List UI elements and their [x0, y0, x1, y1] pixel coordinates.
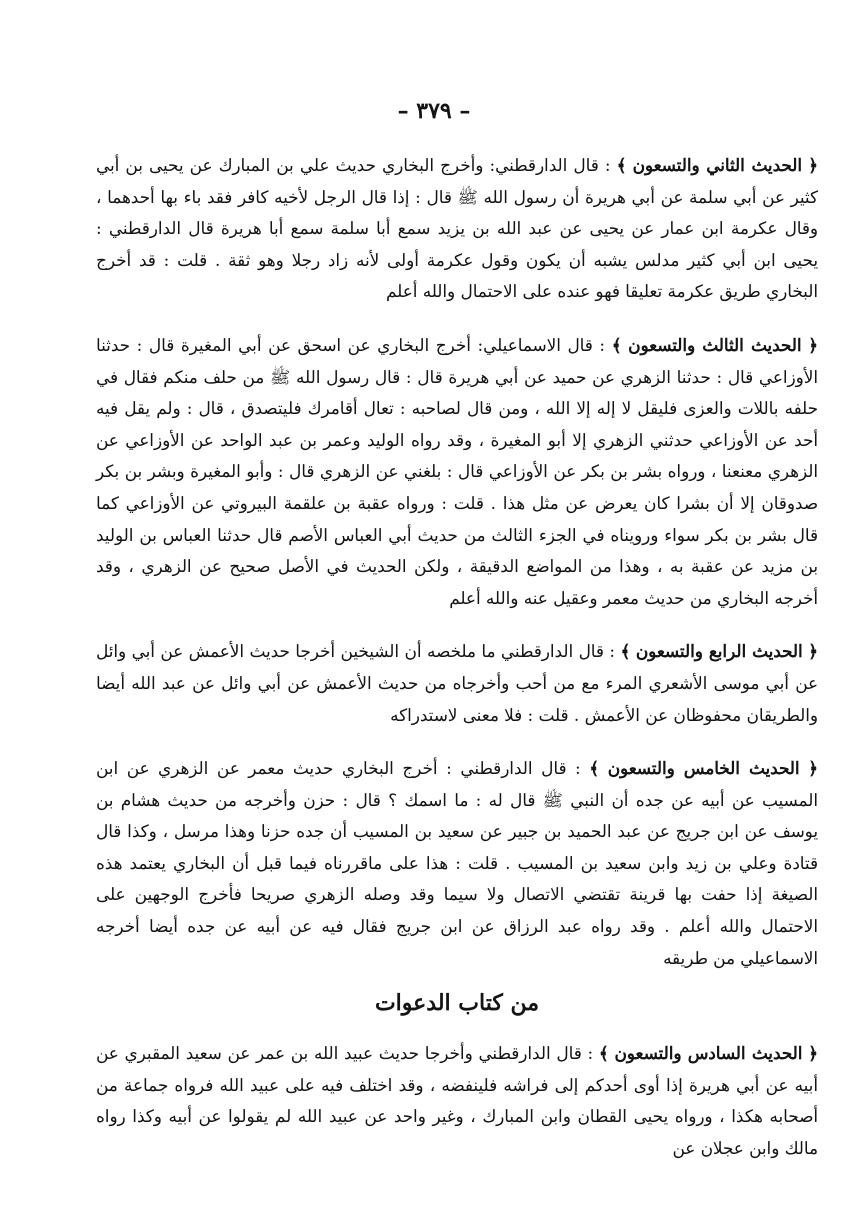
hadith-heading: الحديث الرابع والتسعون [635, 641, 803, 662]
hadith-paragraph-94 [96, 636, 818, 731]
close-bracket: ﴾ [598, 1043, 609, 1064]
hadith-paragraph-92 [96, 150, 818, 308]
section-title: من كتاب الدعوات [374, 990, 540, 1017]
close-bracket: ﴾ [616, 155, 627, 175]
open-bracket: ﴿ [808, 1043, 818, 1064]
close-bracket: ﴾ [620, 641, 631, 662]
hadith-body: : قال الدارقطني ما ملخصه أن الشيخين أخرجا حديث الأعمش عن أبي وائل عن أبي موسى الأشعري المرء مع من أحب وأخرجاه من حديث الأعمش عن أبي وائل عن عبد الله أيضا والطريقان محفوظان عن الأعمش . قلت : فلا معنى لاستدراكه [96, 641, 818, 725]
hadith-body: : قال الدارقطني وأخرجا حديث عبيد الله بن عمر عن سعيد المقبري عن أبيه عن أبي هريرة إذا أوى أحدكم إلى فراشه فلينفضه ، وقد اختلف فيه على عبيد الله فرواه جماعة من أصحابه هكذا ، ورواه يحيى القطان وابن المبارك ، وغير واحد عن عبيد الله لم يقولوا عن أبيه وكذا رواه مالك وابن عجلان عن [96, 1043, 818, 1159]
open-bracket: ﴿ [808, 758, 819, 779]
open-bracket: ﴿ [808, 155, 818, 175]
close-bracket: ﴾ [611, 334, 622, 355]
hadith-body: : قال الدارقطني : أخرج البخاري حديث معمر عن الزهري عن ابن المسيب عن أبيه عن جده أن النبي ﷺ قال له : ما اسمك ؟ قال : حزن وأخرجه من حديث هشام بن يوسف عن ابن جريج عن عبد الحميد بن جبير عن سعيد بن المسيب أن جده حزنا وهذا مرسل ، وكذا قال قتادة وعلي بن زيد وابن سعيد بن المسيب . قلت : هذا على ماقررناه فيما قبل أن البخاري يعتمد هذه الصيغة إذا حفت بها قرينة تقتضي الاتصال ولا سيما وقد وصله الزهري صريحا فأخرج الوجهين على الاحتمال والله أعلم . وقد رواه عبد الرزاق عن ابن جريج فقال فيه عن أبيه عن جده أيضا أخرجه الاسماعيلي من طريقه [96, 758, 818, 968]
open-bracket: ﴿ [808, 334, 818, 355]
hadith-heading: الحديث الثالث والتسعون [628, 334, 802, 355]
page-content [96, 150, 818, 1187]
hadith-heading: الحديث الخامس والتسعون [607, 758, 800, 779]
hadith-heading: الحديث السادس والتسعون [614, 1043, 803, 1064]
close-bracket: ﴾ [589, 758, 600, 779]
hadith-body: : قال الاسماعيلي: أخرج البخاري عن اسحق عن أبي المغيرة قال : حدثنا الأوزاعي قال : حدثنا الزهري عن حميد عن أبي هريرة قال : قال رسول الله ﷺ من حلف منكم فقال في حلفه باللات والعزى فليقل لا إله إلا الله ، ومن قال لصاحبه : تعال أقامرك فليتصدق ، قال : ولم يقل فيه أحد عن الأوزاعي حدثني الزهري إلا أبو المغيرة ، وقد رواه الوليد وعمر بن عبد الواحد عن الأوزاعي عن الزهري معنعنا ، ورواه بشر بن بكر عن الأوزاعي قال : بلغني عن الزهري قال : وأبو المغيرة وبشر بن بكر صدوقان إلا أن بشرا كان يعرض عن مثل هذا . قلت : ورواه عقبة بن علقمة البيروتي عن الأوزاعي كما قال بشر بن بكر سواء ورويناه في الجزء الثالث من حديث أبي العباس الأصم قال حدثنا العباس بن الوليد بن مزيد عن عقبة به ، وهذا من المواضع الدقيقة ، ولكن الحديث في الأصل صحيح عن الزهري ، وقد أخرجه البخاري من حديث معمر وعقيل عنه والله أعلم [96, 334, 818, 608]
hadith-body: : قال الدارقطني: وأخرج البخاري حديث علي بن المبارك عن يحيى بن أبي كثير عن أبي سلمة عن أبي هريرة أن رسول الله ﷺ قال : إذا قال الرجل لأخيه كافر فقد باء بها أحدهما ، وقال عكرمة ابن عمار عن يحيى عن عبد الله بن يزيد سمع أبا سلمة سمع أبا هريرة قال الدارقطني : يحيى ابن أبي كثير مدلس يشبه أن يكون وقول عكرمة أولى لأنه زاد رجلا وهو ثقة . قلت : قد أخرج البخاري طريق عكرمة تعليقا فهو عنده على الاحتمال والله أعلم [96, 155, 818, 302]
hadith-paragraph-96 [96, 1038, 818, 1164]
page-number: – ٣٧٩ – [397, 98, 471, 124]
hadith-paragraph-95 [96, 753, 818, 974]
hadith-paragraph-93 [96, 330, 818, 614]
open-bracket: ﴿ [808, 641, 818, 662]
hadith-heading: الحديث الثاني والتسعون [632, 155, 803, 175]
